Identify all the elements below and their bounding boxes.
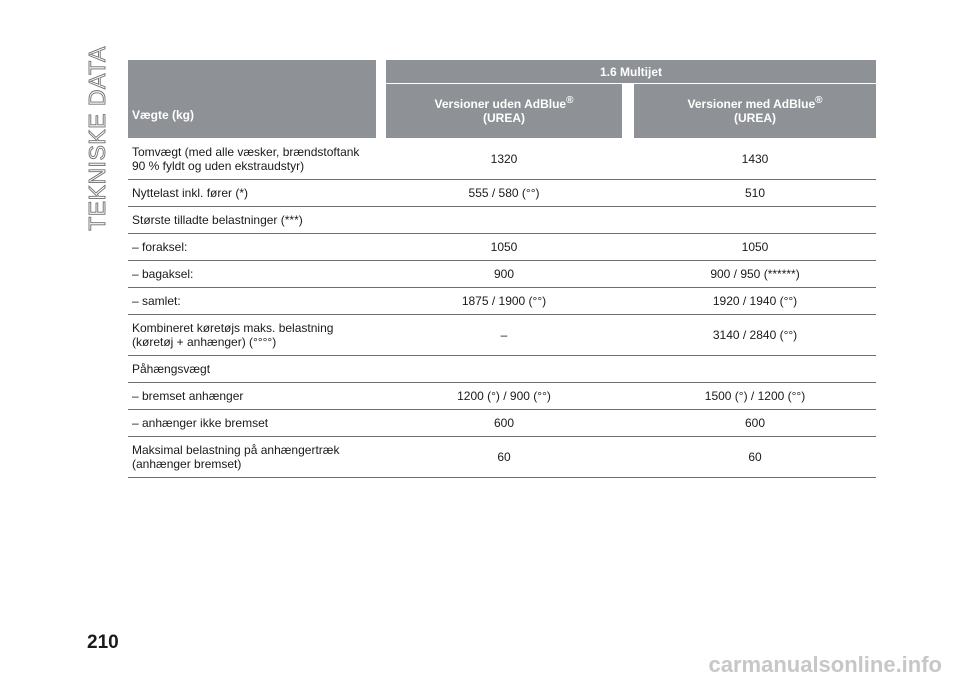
value-with-adblue: 900 / 950 (******) [634, 260, 876, 287]
row-label: Nyttelast inkl. fører (*) [128, 179, 376, 206]
row-label: – bremset anhænger [128, 382, 376, 409]
engine-header: 1.6 Multijet [386, 60, 876, 84]
row-label: Største tilladte belastninger (***) [128, 206, 376, 233]
column-header-with-adblue [634, 84, 876, 138]
page-number: 210 [87, 632, 119, 653]
value-with-adblue: 60 [634, 436, 876, 477]
value-without-adblue: 555 / 580 (°°) [386, 179, 622, 206]
column-header-with-adblue-label: Versioner med AdBlue [687, 96, 816, 111]
value-with-adblue: 1920 / 1940 (°°) [634, 287, 876, 314]
value-without-adblue: 600 [386, 409, 622, 436]
weights-label: Vægte (kg) [128, 84, 376, 138]
column-header-without-adblue-label: Versioner uden AdBlue [434, 96, 567, 111]
table-row [128, 287, 876, 314]
table-row [128, 314, 876, 355]
row-label: Kombineret køretøjs maks. belastning (køretøj + anhænger) (°°°°) [128, 314, 376, 355]
value-with-adblue: 600 [634, 409, 876, 436]
column-header-without-adblue-sub: (UREA) [483, 110, 525, 125]
table-row [128, 260, 876, 287]
table-row [128, 206, 876, 233]
registered-mark: ® [566, 94, 574, 106]
row-label: – bagaksel: [128, 260, 376, 287]
header-blank-cell [128, 60, 376, 84]
table-row [128, 382, 876, 409]
value-with-adblue [634, 206, 876, 233]
row-label: – samlet: [128, 287, 376, 314]
row-label: – anhænger ikke bremset [128, 409, 376, 436]
table-row [128, 409, 876, 436]
value-without-adblue: – [386, 314, 622, 355]
row-label: Maksimal belastning på anhængertræk (anhænger bremset) [128, 436, 376, 477]
value-with-adblue: 3140 / 2840 (°°) [634, 314, 876, 355]
value-without-adblue: 900 [386, 260, 622, 287]
column-header-with-adblue-sub: (UREA) [734, 110, 777, 125]
value-without-adblue: 60 [386, 436, 622, 477]
section-title-text: TEKNISKE DATA [83, 45, 110, 231]
value-without-adblue: 1050 [386, 233, 622, 260]
value-with-adblue [634, 355, 876, 382]
value-with-adblue: 510 [634, 179, 876, 206]
row-label: – foraksel: [128, 233, 376, 260]
value-without-adblue: 1875 / 1900 (°°) [386, 287, 622, 314]
header-row-engine [128, 60, 876, 84]
section-title [83, 45, 110, 231]
value-without-adblue [386, 355, 622, 382]
registered-mark: ® [815, 94, 823, 106]
table-row [128, 233, 876, 260]
watermark: carmanualsonline.info [708, 652, 942, 677]
row-label: Påhængsvægt [128, 355, 376, 382]
value-with-adblue: 1050 [634, 233, 876, 260]
column-header-without-adblue [386, 84, 622, 138]
table-row [128, 355, 876, 382]
table-row [128, 139, 876, 180]
value-without-adblue: 1320 [386, 139, 622, 180]
table-row [128, 179, 876, 206]
table-row [128, 436, 876, 477]
header-row-versions [128, 84, 876, 138]
value-with-adblue: 1430 [634, 139, 876, 180]
weights-table [128, 60, 876, 478]
value-without-adblue: 1200 (°) / 900 (°°) [386, 382, 622, 409]
value-with-adblue: 1500 (°) / 1200 (°°) [634, 382, 876, 409]
row-label: Tomvægt (med alle væsker, brændstoftank 90 % fyldt og uden ekstraudstyr) [128, 139, 376, 180]
value-without-adblue [386, 206, 622, 233]
